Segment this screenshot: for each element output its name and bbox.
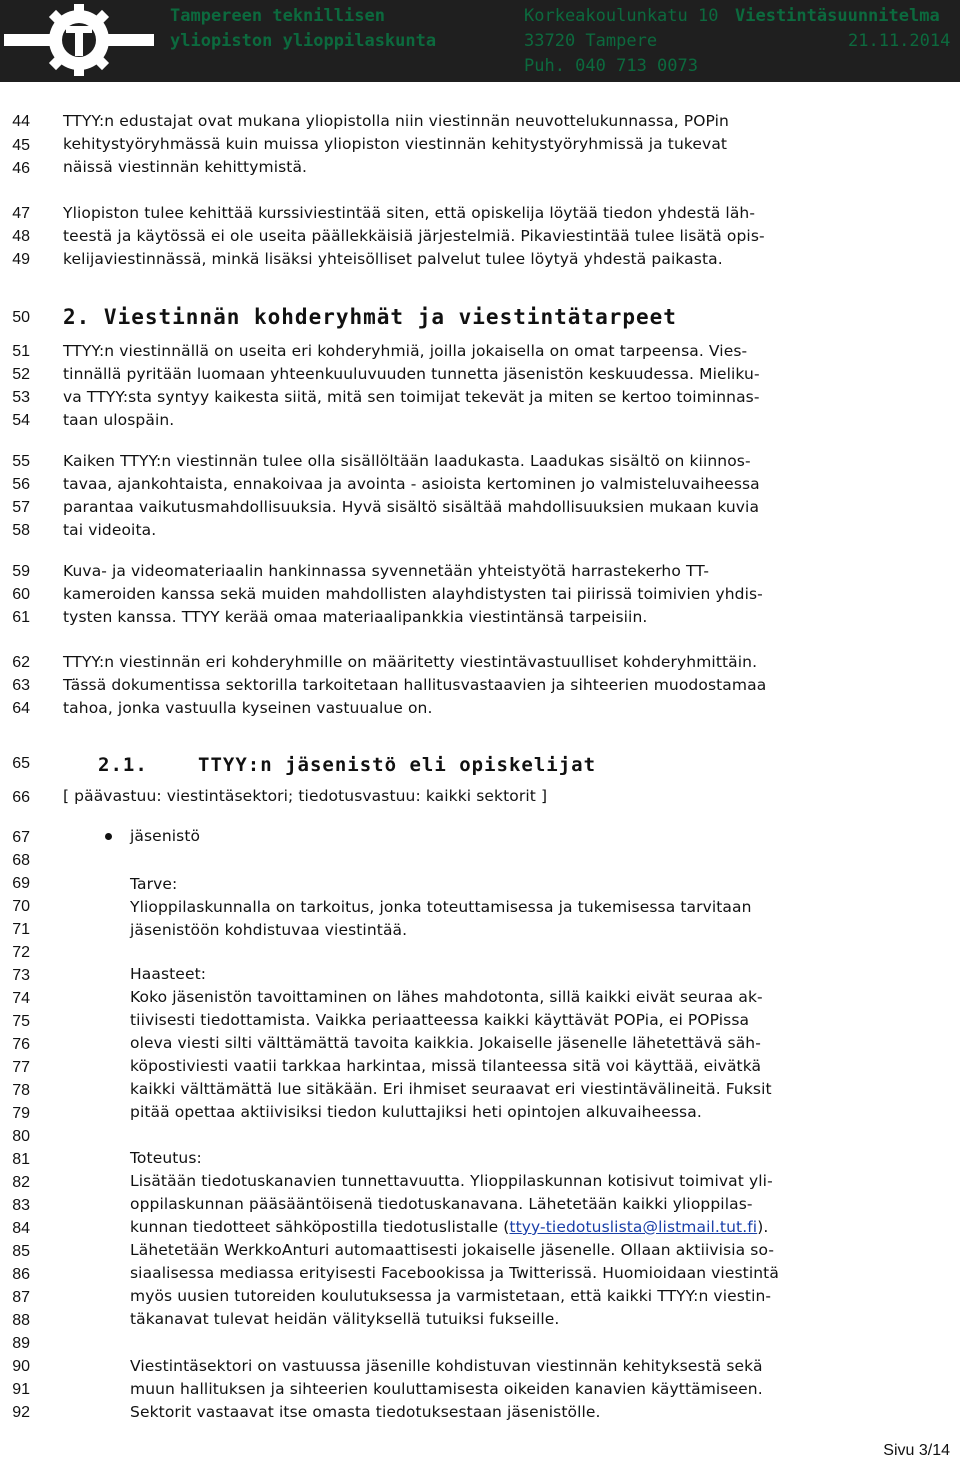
text-line: taan ulospäin. (63, 411, 175, 429)
text-line: siaalisessa mediassa erityisesti Facebookissa ja Twitterissä. Huomioidaan viestintä (130, 1264, 779, 1282)
line-number: 78 (12, 1082, 30, 1099)
paragraph-media-material (63, 560, 943, 629)
line-number: 71 (12, 921, 30, 938)
text-line: TTYY:n edustajat ovat mukana yliopistolla niin viestinnän neuvottelukunnassa, POPin (63, 112, 729, 130)
bullet-icon (105, 833, 112, 840)
text-line: jäsenistöön kohdistuvaa viestintää. (130, 921, 408, 939)
line-number: 55 (12, 453, 30, 470)
line-number: 72 (12, 944, 30, 961)
line-number: 68 (12, 852, 30, 869)
text-line: tinnällä pyritään luomaan yhteenkuuluvuuden tunnetta jäsenistön keskuudessa. Mieliku- (63, 365, 760, 383)
section-2-heading: 2. Viestinnän kohderyhmät ja viestintätarpeet (63, 305, 677, 329)
text-line: muun hallituksen ja sihteerien kouluttamisesta oikeiden kanavien käyttämiseen. (130, 1380, 763, 1398)
line-number: 48 (12, 228, 30, 245)
text-line: kelijaviestinnässä, minkä lisäksi yhteisölliset palvelut tulee löytyä yhdestä paikasta. (63, 250, 723, 268)
text-line: tahoa, jonka vastuulla kyseinen vastuualue on. (63, 699, 433, 717)
line-number: 53 (12, 389, 30, 406)
line-number: 57 (12, 499, 30, 516)
text-line: täkanavat tulevat heidän välityksellä tutuiksi fukseille. (130, 1310, 560, 1328)
line-number: 61 (12, 609, 30, 626)
line-number: 65 (12, 755, 30, 772)
challenges-label: Haasteet: (130, 965, 207, 983)
line-number: 89 (12, 1335, 30, 1352)
text-line: tiivisesti tiedottamista. Vaikka periaatteessa kaikki käyttävät POPia, ei POPissa (130, 1011, 750, 1029)
need-label: Tarve: (130, 875, 178, 893)
line-number: 87 (12, 1289, 30, 1306)
text-line: Tässä dokumentissa sektorilla tarkoitetaan hallitusvastaavien ja sihteerien muodostamaa (63, 676, 767, 694)
line-number: 91 (12, 1381, 30, 1398)
line-number: 69 (12, 875, 30, 892)
line-number: 90 (12, 1358, 30, 1375)
text-line: Kuva- ja videomateriaalin hankinnassa syvennetään yhteistyötä harrastekerho TT- (63, 562, 710, 580)
text-line: pitää opettaa aktiivisiksi tiedon kuluttajiksi heti opintojen alkuvaiheessa. (130, 1103, 702, 1121)
text-line: tai videoita. (63, 521, 157, 539)
line-number: 82 (12, 1174, 30, 1191)
org-name-line1: Tampereen teknillisen (170, 6, 385, 26)
tty-cogwheel-logo-icon (4, 2, 154, 78)
paragraph-partners (63, 110, 943, 179)
text-line: Viestintäsektori on vastuussa jäsenille kohdistuvan viestinnän kehityksestä sekä (130, 1357, 763, 1375)
line-number: 66 (12, 789, 30, 806)
paragraph-quality (63, 450, 943, 542)
text-line: Sektorit vastaavat itse omasta tiedotuksestaan jäsenistölle. (130, 1403, 601, 1421)
text-line-with-link (130, 1216, 920, 1239)
responsibility-line: [ päävastuu: viestintäsektori; tiedotusvastuu: kaikki sektorit ] (63, 787, 548, 805)
line-number: 47 (12, 205, 30, 222)
final-paragraph (130, 1355, 920, 1424)
line-number: 54 (12, 412, 30, 429)
line-number: 67 (12, 829, 30, 846)
address-line1: Korkeakoulunkatu 10 (524, 6, 719, 26)
line-number: 49 (12, 251, 30, 268)
need-block (130, 873, 920, 942)
challenges-block (130, 963, 920, 1124)
text-line: myös uusien tutoreiden koulutuksessa ja varmistetaan, että kaikki TTYY:n viestin- (130, 1287, 772, 1305)
section-number: 2.1. (98, 754, 148, 776)
document-header (0, 0, 960, 82)
text-line: oleva viesti silti välttämättä tavoita kaikkia. Jokaiselle jäsenelle lähetettävä säh- (130, 1034, 761, 1052)
line-number: 92 (12, 1404, 30, 1421)
line-number: 84 (12, 1220, 30, 1237)
text-line: parantaa vaikutusmahdollisuuksia. Hyvä sisältö sisältää mahdollisuuksien mukaan kuvia (63, 498, 760, 516)
line-number: 51 (12, 343, 30, 360)
line-number: 76 (12, 1036, 30, 1053)
line-number: 64 (12, 700, 30, 717)
line-number: 50 (12, 309, 30, 326)
paragraph-target-groups (63, 340, 943, 432)
text-line: kehitystyöryhmässä kuin muissa yliopiston viestinnän kehitystyöryhmissä ja tukevat (63, 135, 728, 153)
section-2-1-heading (98, 750, 596, 780)
address-line2: 33720 Tampere (524, 31, 658, 51)
text-line: köpostiviesti vaatii tarkkaa harkintaa, missä tilanteessa sitä voi käyttää, eivätkä (130, 1057, 762, 1075)
text-line: va TTYY:sta syntyy kaikesta siitä, mitä sen toimijat tekevät ja miten se kertoo toiminnas- (63, 388, 760, 406)
text-line: Koko jäsenistön tavoittaminen on lähes mahdotonta, sillä kaikki eivät seuraa ak- (130, 988, 763, 1006)
org-name-line2: yliopiston ylioppilaskunta (170, 31, 437, 51)
text-line: Lisätään tiedotuskanavien tunnettavuutta. Ylioppilaskunnan kotisivut toimivat yli- (130, 1172, 773, 1190)
page-number: Sivu 3/14 (883, 1442, 950, 1459)
line-number: 59 (12, 563, 30, 580)
text-line: TTYY:n viestinnällä on useita eri kohderyhmiä, joilla jokaisella on omat tarpeensa. Vies- (63, 342, 748, 360)
line-number: 58 (12, 522, 30, 539)
line-number: 80 (12, 1128, 30, 1145)
text-line: tavaa, ajankohtaista, ennakoivaa ja avointa - asioista kertominen jo valmisteluvaiheessa (63, 475, 760, 493)
line-number: 75 (12, 1013, 30, 1030)
implementation-label: Toteutus: (130, 1149, 202, 1167)
line-number: 88 (12, 1312, 30, 1329)
line-number: 45 (12, 137, 30, 154)
section-title: TTYY:n jäsenistö eli opiskelijat (198, 754, 597, 776)
text-line: Kaiken TTYY:n viestinnän tulee olla sisällöltään laadukasta. Laadukas sisältö on kiinnos- (63, 452, 751, 470)
line-number: 56 (12, 476, 30, 493)
mailing-list-link[interactable]: ttyy-tiedotuslista@listmail.tut.fi (509, 1218, 758, 1236)
line-number: 77 (12, 1059, 30, 1076)
line-number: 81 (12, 1151, 30, 1168)
text-line: kaikki välttämättä lue sitäkään. Eri ihmiset seuraavat eri viestintävälineitä. Fuksit (130, 1080, 772, 1098)
text-line: tysten kanssa. TTYY kerää omaa materiaalipankkia viestintänsä tarpeisiin. (63, 608, 648, 626)
line-number: 85 (12, 1243, 30, 1260)
paragraph-responsibilities (63, 651, 943, 720)
text-line: TTYY:n viestinnän eri kohderyhmille on määritetty viestintävastuulliset kohderyhmittäin. (63, 653, 758, 671)
line-number: 60 (12, 586, 30, 603)
text-line: Lähetetään WerkkoAnturi automaattisesti jokaiselle jäsenelle. Ollaan aktiivisia so- (130, 1241, 775, 1259)
line-number: 46 (12, 160, 30, 177)
text-segment: kunnan tiedotteet sähköpostilla tiedotuslistalle ( (130, 1218, 510, 1236)
text-line: näissä viestinnän kehittymistä. (63, 158, 308, 176)
paragraph-course-communication (63, 202, 943, 271)
text-line: Yliopiston tulee kehittää kurssiviestintää siten, että opiskelija löytää tiedon yhdestä läh- (63, 204, 756, 222)
line-number: 62 (12, 654, 30, 671)
text-line: teestä ja käytössä ei ole useita päällekkäisiä järjestelmiä. Pikaviestintää tulee lisätä opis- (63, 227, 765, 245)
implementation-block (130, 1147, 920, 1331)
text-line: kameroiden kanssa sekä muiden mahdollisten alayhdistysten tai piirissä toimivien yhdis- (63, 585, 763, 603)
bullet-label: jäsenistö (130, 827, 201, 845)
line-number: 70 (12, 898, 30, 915)
line-number: 74 (12, 990, 30, 1007)
document-date: 21.11.2014 (848, 31, 951, 51)
line-number: 79 (12, 1105, 30, 1122)
line-number: 86 (12, 1266, 30, 1283)
phone-number: Puh. 040 713 0073 (524, 56, 698, 76)
text-line: oppilaskunnan pääsääntöisenä tiedotuskanavana. Lähetetään kaikki ylioppilas- (130, 1195, 753, 1213)
document-title: Viestintäsuunnitelma (735, 6, 940, 26)
line-number: 52 (12, 366, 30, 383)
line-number: 73 (12, 967, 30, 984)
line-number: 63 (12, 677, 30, 694)
text-line: Ylioppilaskunnalla on tarkoitus, jonka toteuttamisessa ja tukemisessa tarvitaan (130, 898, 752, 916)
line-number: 44 (12, 113, 30, 130)
line-number: 83 (12, 1197, 30, 1214)
text-segment: ). (757, 1218, 769, 1236)
